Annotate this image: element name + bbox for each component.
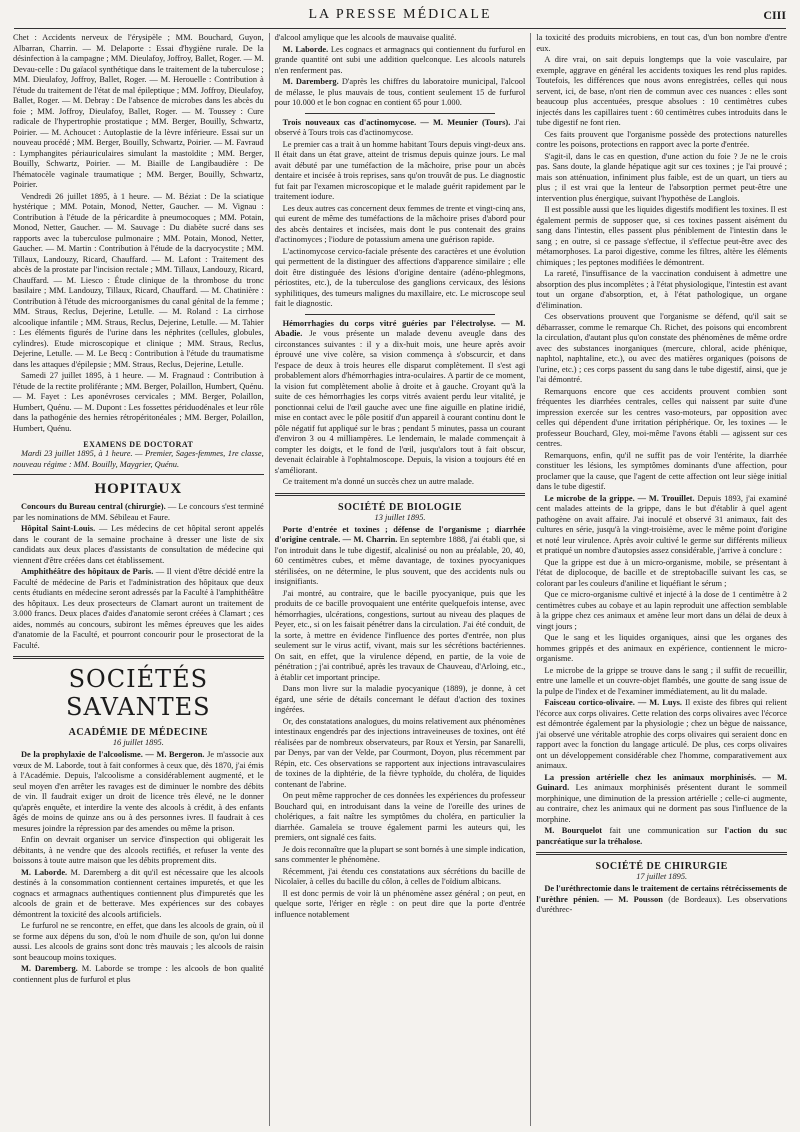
item-text: Il existe des fibres qui relient l'écorce aux corps olivaires. Cette relation des corps olivaires avec l'écorce est démontrée également par la physiologie ; chez un bègue de naissance, j'ai observé une véritable atrophie des corps olivaires qui seraient donc en rapport avec la fonction du langage articulé. De plus, ces corps olivaires ont un développement considérable chez l'homme, comparativement aux animaux. — [536, 698, 788, 770]
biologie-paragraph: Remarquons encore que ces accidents prouvent combien sont fréquentes les diarrhées centrales, celles qui naissent par suite d'une impression exercée sur les centres vaso-moteurs, par opposition avec celles qui dépendent d'une irritation périphérique. Or, les toxines — le professeur Bouchard, Gley, moi-même l'avons établi — agissent sur ces centres. — [536, 386, 788, 448]
biologie-paragraph — [275, 525, 526, 588]
hopitaux-heading: HOPITAUX — [94, 481, 183, 497]
page-number: CIII — [763, 8, 786, 22]
biologie-paragraph: Je dois reconnaître que la plupart se sont bornés à une simple indication, sans commenter le phénomène. — [274, 844, 526, 864]
biologie-paragraph: Dans mon livre sur la maladie pyocyanique (1889), je donne, à cet égard, une série de détails concernant le défaut d'action des toxines ingérées. — [274, 684, 526, 714]
biologie-paragraph: Récemment, j'ai étendu ces constatations aux sécrétions du bacille de Nicolaïer, à celles du bacille du côlon, à celles de l'oïdium albicans. — [274, 866, 526, 886]
grippe-paragraph: Le microbe de la grippe se trouve dans le sang ; il suffit de recueillir, entre une lamelle et un couvre-objet flambés, une goutte de sang issue de la pulpe de l'index et de l'examiner immédiatement, au lit du malade. — [536, 665, 788, 696]
journal-title: LA PRESSE MÉDICALE — [308, 7, 492, 22]
biologie-paragraph: Ces faits prouvent que l'organisme possède des protections naturelles contre les poisons, protections en rapport avec la porte d'entrée. — [536, 129, 788, 149]
item-heading: Le microbe de la grippe. — [544, 493, 635, 503]
column-3 — [530, 33, 792, 1126]
thesis-paragraph: Vendredi 26 juillet 1895, à 1 heure. — M. Béziat : De la sciatique hystérique ; MM. Potain, Monod, Netter, Gaucher. — M. Vignau : Contribution à l'étude de la péricardite à pneumocoques ; MM. Potain, Monod, Netter, Gaucher. — M. Sauvage : Du diabète sucré dans ses rapports avec la tuberculose pulmonaire ; MM. Potain, Monod, Netter, Gaucher. — M. Martin : Contribution à l'étude de la dacryocystite ; MM. Tillaux, Landouzy, Ricard, Chauffard. — M. Lafont : Traitement des abcès de la prostate par l'incision rectale ; MM. Tillaux, Landouzy, Ricard, Chauffard. — M. Liesco : Étude clinique de la thrombose du tronc basilaire ; MM. Landouzy, Tillaux, Ricard, Chauffard. — M. Chatinière : Contribution à l'étude des microorganismes du canal génital de la femme ; MM. Straus, Reclus, Dejerine, Letulle. — M. Roland : La cirrhose alcoolique infantile ; MM. Straus, Reclus, Dejerine, Letulle. — M. Tahier : Les éléments figurés de l'urine dans les néphrites (cellules, globules, cylindres). Etude microscopique et clinique ; MM. Straus, Reclus, Dejerine, Letulle. — M. Le Becq : Contribution à l'étude du traumatisme dans les attaques d'épilepsie ; MM. Straus, Reclus, Dejerine, Letulle. — [13, 191, 264, 369]
section-divider — [13, 474, 264, 475]
hopitaux-item — [13, 502, 264, 523]
speaker: — M. Guinard. — [536, 772, 788, 792]
academie-paragraph: d'alcool amylique que les alcools de mauvaise qualité. — [274, 33, 457, 42]
speaker: — M. Luys. — [634, 698, 683, 707]
item-heading: Concours du Bureau central (chirurgie). — [21, 502, 166, 511]
biologie-paragraph: A dire vrai, on sait depuis longtemps que la voie vasculaire, par exemple, aggrave en général les accidents toxiques les rend plus rapides. Toutefois, les différences que nous avons enregistrées, celles qui nous servent, ici, de base, n'ont rien de commun avec ces nuances : elles sont beaucoup plus accentuées, presque absolues : 10 centimètres cubes injectés dans les capillaires tuent : 60 centimètres cubes introduits dans le tube digestif ne font rien. — [536, 55, 788, 127]
chirurgie-heading: SOCIÉTÉ DE CHIRURGIE — [595, 861, 728, 872]
chirurgie-date: 17 juillet 1895. — [636, 872, 688, 881]
section-divider — [305, 113, 496, 114]
page-header — [14, 4, 786, 26]
biologie-paragraph: On peut même rapprocher de ces données les expériences du professeur Bouchard qui, en introduisant dans la veine de l'oreille des urines de cholériques, a fait naître les symptômes du choléra, en particulier la diarrhée. Gamaleïa se trouve également parmi les auteurs qui, les premiers, ont signalé ces faits. — [274, 791, 526, 842]
actinomycose-paragraph — [275, 118, 526, 139]
societes-heading: SOCIÉTÉS SAVANTES — [66, 665, 211, 721]
bourquelot-paragraph — [536, 826, 787, 847]
item-text: fait une communication sur — [602, 826, 725, 835]
biologie-paragraph: Il est possible aussi que les liquides digestifs modifient les toxines. Il est également permis de supposer que, si ces toxines passent aisément du sang dans l'intestin, elles passent plus péniblement de l'intestin dans le sang ; en outre, si ce passage s'effectue, il s'effectue peut-être avec des métamorphoses. La paroi digestive, comme les filtres, altère les éléments chimiques ; les peptones modifiées le démontrent. — [536, 205, 788, 267]
grippe-paragraph: Que la grippe est due à un micro-organisme, mobile, se présentant à l'état de diplocoque, de bacille et de streptobacille suivant les cas, se colorant par les couleurs d'aniline et liquéfiant le sérum ; — [536, 557, 788, 588]
biologie-paragraph: Il est donc permis de voir là un phénomène assez général ; on peut, en quelque sorte, l'ériger en règle : on peut dire que la porte d'entrée influence notablement — [274, 888, 526, 919]
grippe-paragraph: Que le sang et les liquides organiques, ainsi que les organes des hommes grippés et des animaux en expérience, contiennent le micro-organisme. — [536, 633, 788, 663]
doctorat-paragraph: Mardi 23 juillet 1895, à 1 heure. — Premier, Sages-femmes, 1re classe, nouveau régime : MM. Bouilly, Maygrier, Quénu. — [13, 449, 264, 469]
academie-paragraph — [13, 964, 264, 985]
item-text: (de Bordeaux). Les observations d'uréthrec- — [536, 894, 788, 914]
actinomycose-paragraph: Les deux autres cas concernent deux femmes de trente et vingt-cinq ans, qui eurent de même des tuméfactions de la mâchoire prises d'abord pour des abcès dentaires et incisées, mais dont le pus contenait des grains d'actinomyces ; l'iodure de potassium amena une guérison rapide. — [274, 203, 526, 244]
academie-paragraph — [13, 750, 264, 834]
hopitaux-item — [13, 567, 264, 651]
page-columns — [8, 33, 792, 1126]
biologie-paragraph: la toxicité des produits microbiens, en tout cas, d'un bon nombre d'entre eux. — [536, 33, 788, 53]
item-heading: De la prophylaxie de l'alcoolisme. — [21, 750, 143, 759]
speaker: — M. Trouillet. — [634, 493, 695, 503]
item-text: D'après les chiffres du laboratoire municipal, l'alcool de mélasse, le plus mauvais de tous, contient seulement 15 de furfurol pour 10.000 et le bon cognac en contient 65 pour 1.000. — [274, 77, 526, 107]
item-text: — Il vient d'être décidé entre la Faculté de médecine de Paris et l'administration des hôpitaux que deux cents étudiants en médecine seront adressés par la Faculté à l'amphithéâtre des hôpitaux. Les deux prosecteurs de Clamart auront un traitement de 3.000 francs. Deux places d'aides d'anatomie seront créées à Clamart ; ces aides, nommés au concours, subiront les mêmes épreuves que les aides d'anatomie de la Faculté, et pourront concourir pour le prosectorat de la Faculté. — [13, 567, 264, 650]
speaker: M. Bourquelot — [544, 826, 603, 835]
speaker: — M. Pousson — [599, 894, 663, 904]
item-heading: Amphithéâtre des hôpitaux de Paris. — [21, 567, 154, 576]
item-text: Les cognacs et armagnacs qui contiennent du furfurol en grande quantité ont subi une addition quelconque. Les alcools naturels n'en renferment pas. — [274, 44, 526, 75]
item-text: Les animaux morphinisés présentent durant le sommeil morphinique, une diminution de la pression artérielle ; celle-ci augmente, au contraire, chez les animaux qui ne dorment pas sous l'influence de la morphine. — [536, 783, 788, 824]
section-divider — [275, 493, 526, 496]
section-divider — [13, 656, 264, 659]
actinomycose-paragraph: Le premier cas a trait à un homme habitant Tours depuis vingt-deux ans. Il était dans un état grave, atteint de trismus depuis quinze jours. Le mal avait débuté par une tuméfaction de la mâchoire, prise pour un abcès dentaire et incisée à trois reprises, sans qu'on trouvât de pus. Le diagnostic fut fait par l'examen microscopique et le malade guérit rapidement par le traitement iodure. — [274, 139, 526, 201]
speaker: — M. Abadie. — [274, 318, 526, 338]
thesis-paragraph: Samedi 27 juillet 1895, à 1 heure. — M. Fragnaud : Contribution à l'étude de la rectite proliférante ; MM. Berger, Polaillon, Humbert, Quénu. — M. Fayet : Les aponévroses cervicales ; MM. Berger, Polaillon, Humbert, Quénu. — M. Dupont : Les fossettes périduodénales et leur rôle dans la pathogénie des hernies rétropéritonéales ; MM. Berger, Polaillon, Humbert, Quénu. — [13, 371, 264, 433]
academie-paragraph: Le furfurol ne se rencontre, en effet, que dans les alcools de grain, où il se forme aux dépens du son, d'où le nom d'huile de son, qu'on lui donne aussi. Les alcools de grains sont donc très mauvais ; les alcools de raisin sont beaucoup moins toxiques. — [13, 921, 264, 962]
biologie-paragraph: La rareté, l'insuffisance de la vaccination conduisent à admettre une absorption des plus incomplètes ; à l'état physiologique, l'intestin est avant tout un organe d'absorption, et, à l'état pathologique, un organe d'élimination. — [536, 269, 788, 310]
item-text: En septembre 1888, j'ai établi que, si l'on introduit dans le tube digestif, alcalinisé ou non au préalable, 20, 40, 60 centimètres cubes, et même davantage, de toxines pyocyaniques stérilisées, on ne détermine, le plus souvent, que des accidents nuls ou insignifiants. — [274, 535, 526, 586]
header-rule — [14, 28, 786, 29]
item-text: Je m'associe aux vœux de M. Laborde, tout à fait conformes à ceux que, dès 1870, j'ai émis à l'Académie. Depuis, l'alcoolisme a considérablement augmenté, et le seul moyen d'en arrêter les ravages est de diminuer le nombre des débits de vin. Il faudrait exiger un droit de licence très élevé, ne le donner qu'après enquête, et interdire la vente des alcools à crédit, à des enfants âgés de moins de quinze ans ou à des personnes ivres. Il faudrait à ces mesures joindre la répression par des amendes ou même la prison. — [13, 750, 264, 833]
academie-paragraph — [275, 45, 526, 77]
column-1 — [8, 33, 269, 1126]
actinomycose-paragraph: L'actinomycose cervico-faciale présente des caractères et une évolution qui permettent de la distinguer des affections d'apparence similaire ; elle doit être distinguée des lésions d'origine dentaire (adéno-phlegmons, périostites, etc.), de la tuberculose des ganglions cervicaux, des lésions syphilitiques, des tumeurs malignes du maxillaire, etc. Le microscope seul fait le diagnostic. — [274, 246, 526, 308]
academie-paragraph: Enfin on devrait organiser un service d'inspection qui obligerait les débitants, à ne vendre que des alcools rectifiés, et refuser la vente des boissons à toute autre maison que les débits proprement dits. — [13, 835, 264, 865]
item-heading: Hémorrhagies du corps vitré guéries par l'électrolyse. — [282, 318, 496, 328]
hopitaux-item — [13, 524, 264, 566]
biologie-paragraph: Or, des constatations analogues, du moins relativement aux phénomènes intestinaux engendrés par des injections intraveineuses de toxines, ont été réalisées par de nombreux observateurs, par Roux et Yersin, par Sanarelli, par Denys, par van der Velde, par Courmont, Doyon, plus récemment par Répin, etc. Ces observations se rapportent aux injections intravasculaires de toxines de la diphtérie, de la fièvre typhoïde, du choléra, de liquides contenant de l'abrine. — [274, 716, 526, 789]
item-text: — Les médecins de cet hôpital seront appelés dans le courant de la semaine prochaine à dresser une liste de six candidats aux deux places d'assistants de consultation de médecine qui viennent d'être créées dans cet établissement. — [13, 524, 264, 565]
section-divider — [536, 852, 787, 855]
item-text: Depuis 1893, j'ai examiné cent malades atteints de la grippe, dans le but d'établir à quel agent pathogène on avait affaire. J'ai inoculé et observé 31 animaux, fait des cultures en série, jusqu'à la vingt-troisième, avec le même point d'origine et noté leur virulence. Après avoir cultivé le germe sur différents milieux et pratiqué un nombre d'autopsies assez considérable, j'arrive à conclure : — [536, 493, 788, 555]
doctorat-heading: EXAMENS DE DOCTORAT — [83, 440, 194, 449]
biologie-paragraph: J'ai montré, au contraire, que le bacille pyocyanique, puis que les produits de ce bacille provoquaient une entérite quelquefois intense, avec hémorrhagies, ulcérations, congestions, surtout au niveau des plaques de Peyer, etc., si on les faisait pénétrer dans la circulation. J'ai été conduit, de la sorte, à mettre en évidence l'influence des portes d'entrée, non plus seulement sur le virus actif, vivant, mais sur les sécrétions bactériennes. On sait, en effet, que la virulence dépend, en partie, de la voie de pénétration ; j'ai contribué, après les travaux de Chauveau, d'Arloing, etc., à établir cet important principe. — [274, 588, 526, 682]
section-divider — [305, 314, 496, 315]
pression-paragraph — [536, 773, 787, 826]
speaker: — M. Bergeron. — [142, 750, 205, 759]
item-heading: Porte d'entrée et toxines ; défense de l'organisme ; diarrhée d'origine centrale. — [274, 524, 526, 544]
speaker: — M. Charrin. — [340, 535, 398, 544]
column-2 — [269, 33, 531, 1126]
item-heading: De l'uréthrectomie dans le traitement de certains rétrécissements de l'urèthre pénien. — [536, 884, 788, 904]
speaker: M. Daremberg. — [282, 77, 339, 86]
item-text: Je vous présente un malade devenu aveugle dans des circonstances suivantes : il y a dix-huit mois, une heure après avoir éprouvé une vive colère, sa vision commença à s'obscurcir, et dans l'espace de deux à trois heures elle disparut complètement. Il s'est agi probablement alors d'hémorrhagies intra-oculaires. A partir de ce moment, la vision fut complètement abolie à droite et à gauche. Croyant qu'à la suite de ces hémorrhagies les corps vitrés avaient perdu leur vitalité, je ponctionnai celui de l'œil gauche avec une fine aiguille en platine iridié, mise en contact avec le pôle positif d'un appareil à courant continu dont le pôle négatif fut appliqué sur le bras ; pendant 5 minutes, passa un courant d'environ 3 ou 4 milliampères. Le lendemain, le malade commençait à compter les doigts, et le fond de l'œil, jusqu'alors tout à fait obscur, devenait éclairable à l'ophtalmoscope. Depuis, la vision a toujours été en s'améliorant. — [274, 329, 526, 475]
grippe-paragraph — [536, 494, 787, 557]
speaker: — M. Meunier (Tours). — [416, 117, 511, 127]
biologie-paragraph: S'agit-il, dans le cas en question, d'une action du foie ? Je ne le crois pas. Sans doute, la glande hépatique agit sur ces toxines ; je l'ai prouvé ; mais son atténuation, infiniment plus faible, est de un quart, un tiers au plus ; il est vrai que la lenteur de l'absorption permet peut-être une intervention plus énergique, suivant l'hypothèse de Langlois. — [536, 151, 788, 203]
item-heading: Faisceau cortico-olivaire. — [544, 698, 635, 707]
biologie-heading: SOCIÉTÉ DE BIOLOGIE — [338, 501, 462, 513]
academie-heading: ACADÉMIE DE MÉDECINE — [68, 727, 209, 738]
chirurgie-paragraph — [536, 884, 787, 916]
item-text: J'ai observé à Tours trois cas d'actinomycose. — [274, 117, 526, 137]
academie-paragraph — [275, 77, 526, 109]
thesis-paragraph: Chet : Accidents nerveux de l'érysipèle ; MM. Bouchard, Guyon, Albarran, Charrin. — M. Delaporte : Essai d'hygiène rurale. De la désinfection à la campagne ; MM. Dieulafoy, Joffroy, Ballet, Roger. — M. Devau-celle : Du gaïacol synthétique dans le traitement de la tuberculose ; MM. Dieulafoy, Joffroy, Ballet, Roger. — M. Herouelle : Contribution à l'étude du traitement de l'état de mal épileptique ; MM. Joffroy, Dieulafoy, Ballet, Roger. — M. Debray : De l'absence de microbes dans les abcès du foie ; MM. Joffroy, Dieulafoy, Ballet, Roger. — M. Toussey : Cure radicale de l'hypertrophie prostatique ; MM. Berger, Bouilly, Schwartz, Poirier. — M. Achoucet : Autoplastie de la lèvre inférieure. Essai sur un nouveau procédé ; MM. Berger, Bouilly, Schwartz, Poirier. — M. Favraud : Lymphangites périauriculaires simulant la mastoïdite ; MM. Berger, Bouilly, Schwartz, Poirier. — M. Biaille de Langibaudière : De l'hématocèle vaginale traumatique ; MM. Berger, Bouilly, Schwartz, Poirier. — [13, 33, 264, 189]
item-heading: l'action du suc pancréatique sur la tréhalose. — [536, 826, 788, 846]
item-heading: La pression artérielle chez les animaux morphinisés. — [544, 772, 757, 782]
hemorrhagie-paragraph: Ce traitement m'a donné un succès chez un autre malade. — [282, 477, 474, 486]
academie-date: 16 juillet 1895. — [112, 738, 164, 747]
item-text: M. Daremberg a dit qu'il est nécessaire que les alcools destinés à la consommation contiennent certaines impuretés, et que les cognacs et armagnacs authentiques contiennent plus d'impuretés que les alcools de grain et de betterave. Mes expériences sur des cobayes démontrent la toxicité des alcools artificiels. — [13, 867, 264, 919]
biologie-paragraph: Ces observations prouvent que l'organisme se défend, qu'il sait se débarrasser, comme le remarque Ch. Richet, des poisons qui encombrent la circulation, d'autant plus qu'on constate des phénomènes de même ordre avec des substances inorganiques (mercure, chloral, acide phénique, naphtol, naphtaline, etc.), ou avec des matières organiques (poisons de l'urine, etc.) ; ces corps passent du sang dans le tube digestif, ainsi, que je l'ai démontré. — [536, 312, 788, 384]
item-text: — Le concours s'est terminé par les nominations de MM. Sébileau et Faure. — [13, 502, 264, 522]
biologie-paragraph: Remarquons, enfin, qu'il ne suffit pas de voir l'entérite, la diarrhée constituer les lésions, les symptômes dominants d'une affection, pour proclamer que la cause, que l'agent de cette affection ont leur siège initial dans le tube digestif. — [536, 450, 788, 491]
biologie-date: 13 juillet 1895. — [374, 512, 426, 522]
speaker: M. Laborde. — [282, 44, 329, 54]
item-text: M. Laborde se trompe : les alcools de bon qualité contiennent plus de furfurol et plus — [13, 964, 264, 984]
academie-paragraph — [13, 868, 264, 921]
item-heading: Trois nouveaux cas d'actinomycose. — [282, 117, 417, 127]
speaker: M. Daremberg. — [21, 964, 78, 973]
hemorrhagie-paragraph — [275, 319, 526, 477]
faisceau-paragraph — [536, 698, 787, 772]
item-heading: Hôpital Saint-Louis. — [21, 524, 96, 533]
grippe-paragraph: Que ce micro-organisme cultivé et injecté à la dose de 1 centimètre à 2 centimètres cubes au cobaye et au lapin reproduit une affection semblable à la grippe chez ces animaux et amène leur mort dans un délai de deux à vingt jours ; — [536, 590, 788, 631]
speaker: M. Laborde. — [21, 867, 68, 877]
